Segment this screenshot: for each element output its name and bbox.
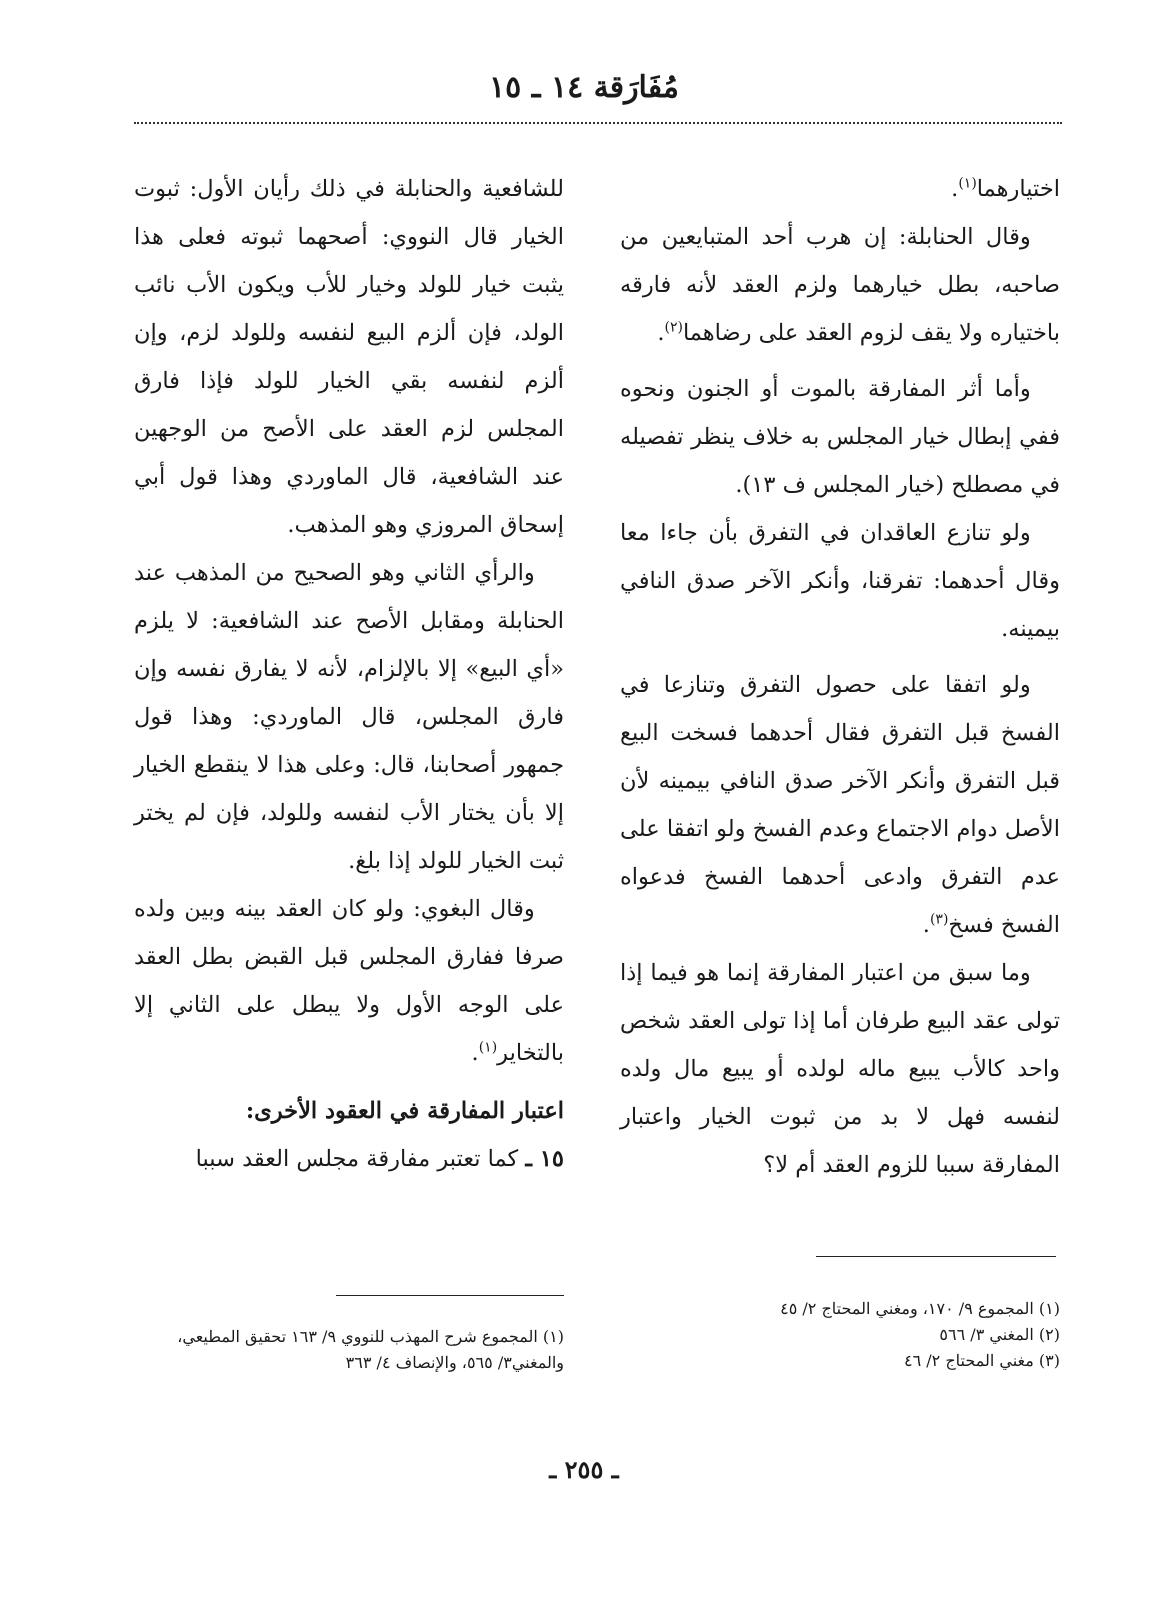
- paragraph: للشافعية والحنابلة في ذلك رأيان الأول: ثبوت الخيار قال النووي: أصحهما ثبوته فعلى هذا يثبت خيار للولد وخيار للأب ويكون الأب نائب الولد، فإن ألزم البيع لنفسه وللولد لزم، وإن ألزم لنفسه بقي الخيار للولد فإذا فارق المجلس لزم العقد على الأصح من الوجهين عند الشافعية، قال الماوردي وهذا قول أبي إسحاق المروزي وهو المذهب.: [134, 176, 564, 538]
- period: .: [657, 320, 665, 346]
- paragraph-text: ولو اتفقا على حصول التفرق وتنازعا في الفسخ قبل التفرق فقال أحدهما فسخت البيع قبل التفرق وأنكر الآخر صدق النافي بيمينه لأن الأصل دوام الاجتماع وعدم الفسخ ولو اتفقا على عدم التفرق وادعى أحدهما الفسخ فدعواه الفسخ فسخ: [620, 672, 1060, 938]
- footnote: (١) المجموع شرح المهذب للنووي ٩/ ١٦٣ تحقيق المطيعي، والمغني٣/ ٥٦٥، والإنصاف ٤/ ٣٦٣: [177, 1327, 564, 1372]
- footnote: (٢) المغني ٣/ ٥٦٦: [939, 1325, 1060, 1344]
- paragraph-text: وقال الحنابلة: إن هرب أحد المتبايعين من صاحبه، بطل خيارهما ولزم العقد لأنه فارقه باختياره ولا يقف لزوم العقد على رضاهما: [620, 224, 1060, 346]
- header-dotted-divider: [134, 122, 1062, 124]
- section-number: ١٥ ـ: [525, 1146, 564, 1172]
- paragraph-text: اختيارهما: [976, 176, 1060, 202]
- page-number: ـ ٢٥٥ ـ: [549, 1455, 619, 1484]
- footnote: (٣) مغني المحتاج ٢/ ٤٦: [904, 1351, 1060, 1370]
- right-column: [620, 165, 1060, 1189]
- period: .: [471, 1040, 479, 1066]
- footnote-divider: [816, 1256, 1056, 1257]
- period: .: [922, 912, 930, 938]
- footnote-divider: [336, 1295, 564, 1296]
- paragraph: وأما أثر المفارقة بالموت أو الجنون ونحوه ففي إبطال خيار المجلس به خلاف ينظر تفصيله في مصطلح (خيار المجلس ف ١٣).: [620, 376, 1060, 498]
- paragraph-text: كما تعتبر مفارقة مجلس العقد سببا: [195, 1146, 519, 1172]
- footnote-reference[interactable]: (١): [958, 175, 977, 192]
- footnote-reference[interactable]: (٣): [929, 911, 949, 928]
- paragraph: [620, 165, 1060, 213]
- section-heading: اعتبار المفارقة في العقود الأخرى:: [245, 1098, 564, 1124]
- page-title: مُفَارَقة ١٤ ـ ١٥: [489, 70, 679, 105]
- paragraph: [134, 1135, 564, 1183]
- paragraph: وما سبق من اعتبار المفارقة إنما هو فيما إذا تولى عقد البيع طرفان أما إذا تولى العقد شخص واحد كالأب يبيع ماله لولده أو يبيع مال ولده لنفسه فهل لا بد من ثبوت الخيار واعتبار المفارقة سببا للزوم العقد أم لا؟: [620, 960, 1060, 1178]
- paragraph-text: وقال البغوي: ولو كان العقد بينه وبين ولده صرفا ففارق المجلس قبل القبض بطل العقد على الوجه الأول ولا يبطل على الثاني إلا بالتخاير: [134, 896, 564, 1066]
- footnote-reference[interactable]: (٢): [664, 319, 683, 336]
- footnote-reference[interactable]: (١): [478, 1039, 498, 1056]
- footnotes-right: [620, 1296, 1060, 1374]
- footnote: (١) المجموع ٩/ ١٧٠، ومغني المحتاج ٢/ ٤٥: [780, 1299, 1060, 1318]
- period: .: [951, 176, 959, 202]
- paragraph: [620, 661, 1060, 949]
- paragraph: [134, 885, 564, 1077]
- footnotes-left: [134, 1324, 564, 1376]
- paragraph: [620, 213, 1060, 357]
- left-column: [134, 165, 564, 1183]
- paragraph: والرأي الثاني وهو الصحيح من المذهب عند الحنابلة ومقابل الأصح عند الشافعية: لا يلزم «أي البيع» إلا بالإلزام، لأنه لا يفارق نفسه وإن فارق المجلس، قال الماوردي: وهذا قول جمهور أصحابنا، قال: وعلى هذا لا ينقطع الخيار إلا بأن يختار الأب لنفسه وللولد، فإن لم يختر ثبت الخيار للولد إذا بلغ.: [134, 560, 564, 874]
- paragraph: ولو تنازع العاقدان في التفرق بأن جاءا معا وقال أحدهما: تفرقنا، وأنكر الآخر صدق النافي بيمينه.: [620, 520, 1060, 642]
